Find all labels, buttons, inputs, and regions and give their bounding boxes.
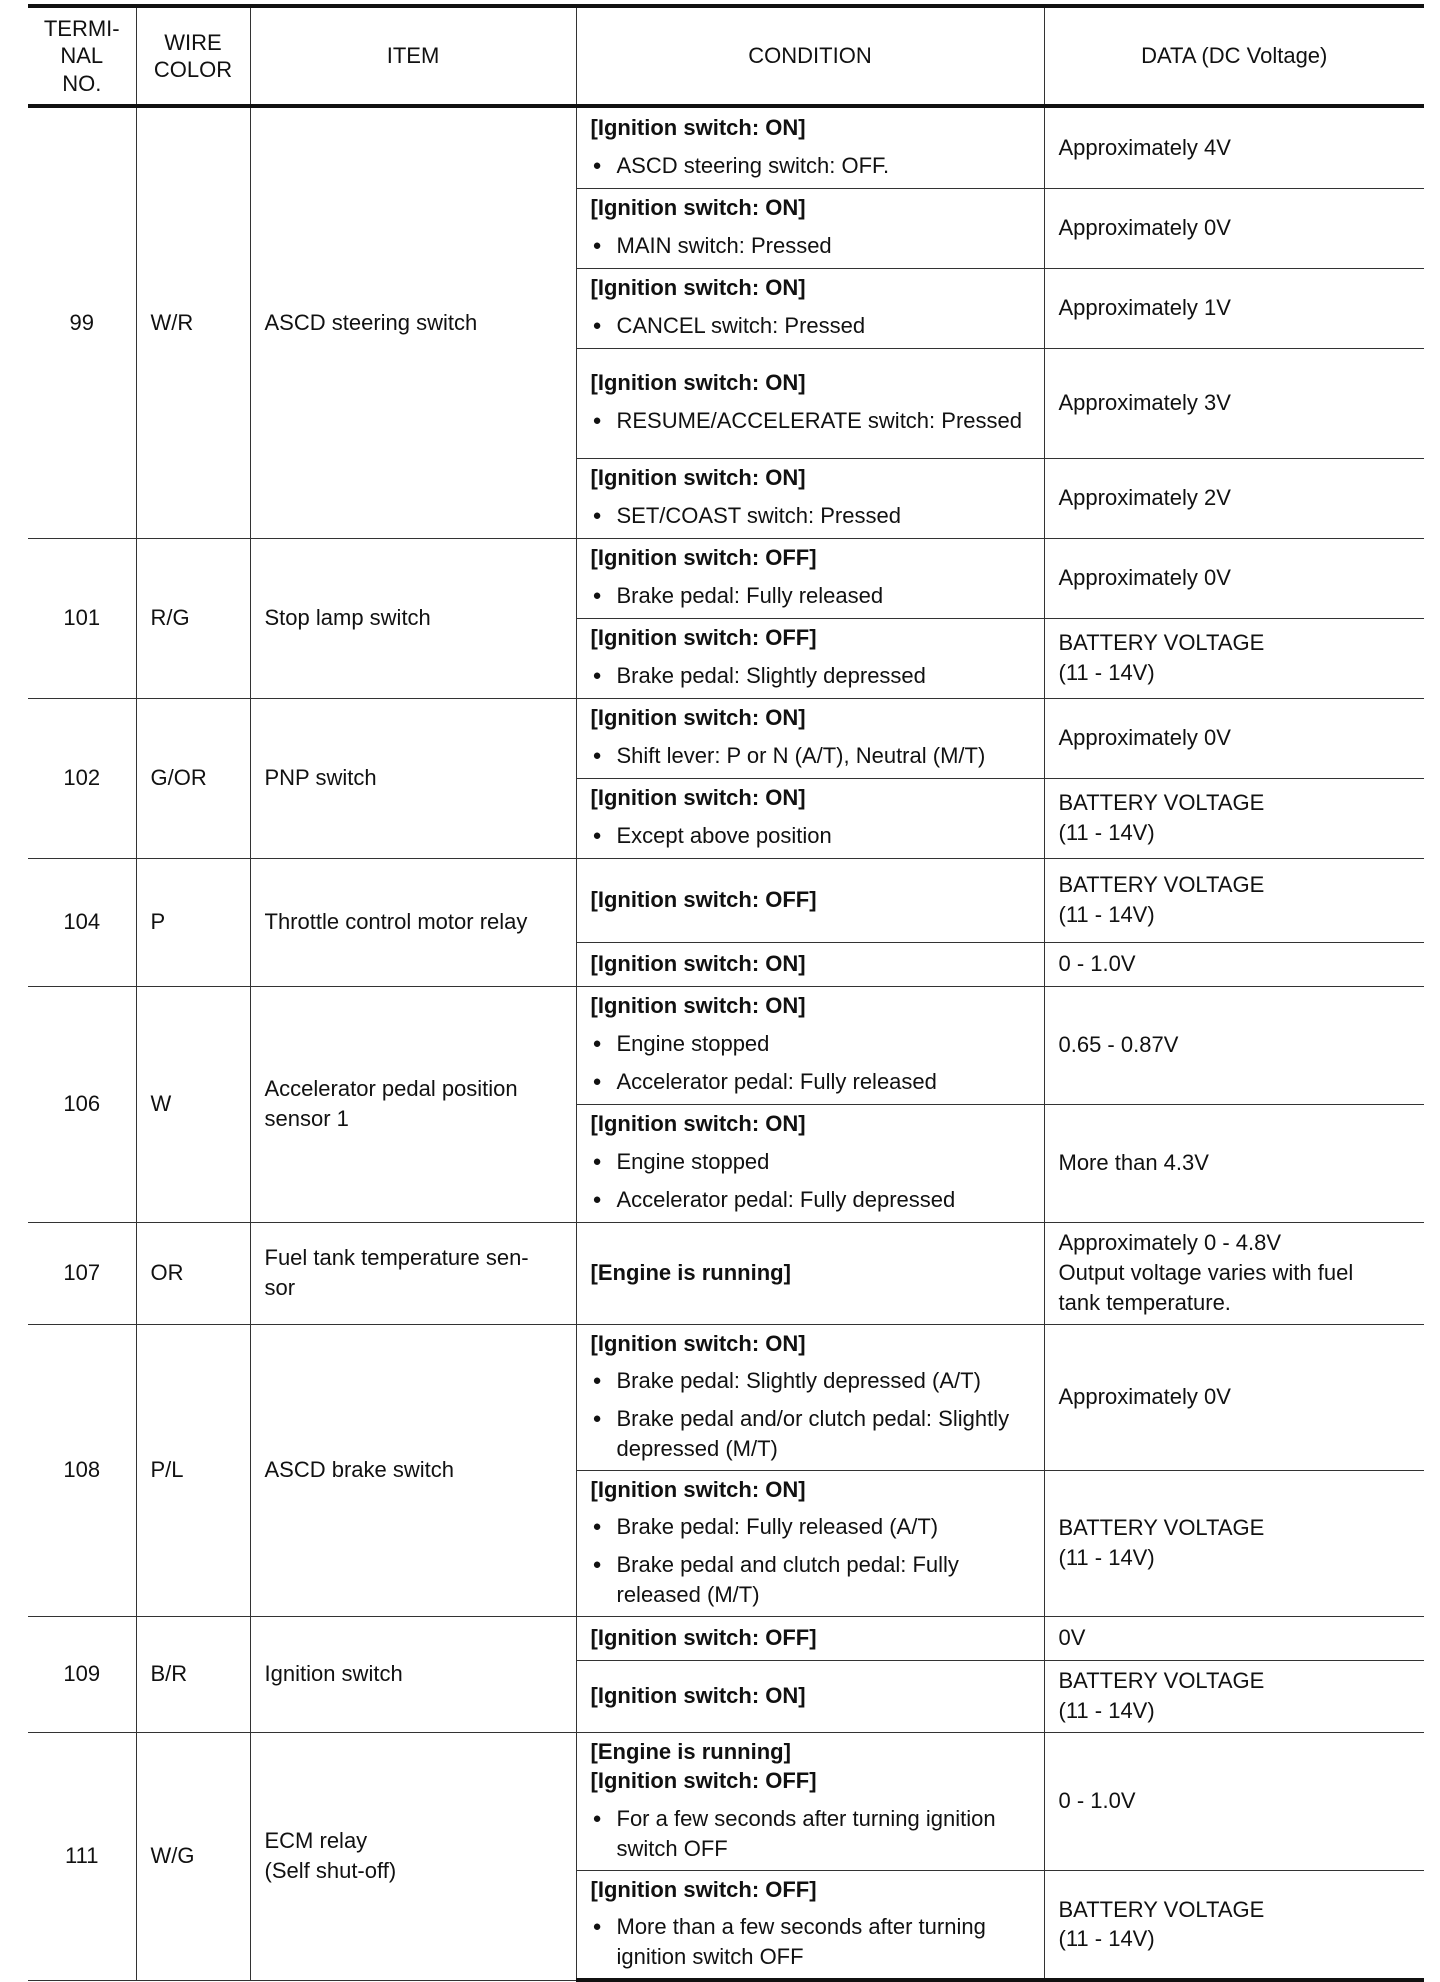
condition-header: [Ignition switch: ON]: [590, 951, 806, 977]
table-row: [28, 1732, 1424, 1870]
condition-list: [591, 1912, 1030, 1971]
table-row: [28, 1616, 1424, 1660]
condition-cell: [576, 986, 1044, 1104]
voltage-data: BATTERY VOLTAGE (11 - 14V): [1044, 1870, 1424, 1980]
wire-color: R/G: [136, 538, 250, 698]
table-row: [28, 858, 1424, 942]
condition-cell: [576, 1470, 1044, 1616]
header-item: ITEM: [250, 6, 576, 106]
condition-list: [591, 661, 1030, 691]
condition-cell: [576, 1660, 1044, 1732]
condition-bullet: ● Brake pedal and/or clutch pedal: Slightly depressed (M/T): [591, 1404, 1030, 1463]
item-name: PNP switch: [250, 698, 576, 858]
condition-bullet: ● Accelerator pedal: Fully released: [591, 1067, 1030, 1097]
table-row: [28, 538, 1424, 618]
item-name: ECM relay (Self shut-off): [250, 1732, 576, 1980]
table-row: [28, 986, 1424, 1104]
condition-bullet: ● RESUME/ACCELERATE switch: Pressed: [591, 406, 1030, 436]
condition-cell: [576, 858, 1044, 942]
voltage-data: BATTERY VOLTAGE (11 - 14V): [1044, 1660, 1424, 1732]
terminal-number: 107: [28, 1222, 136, 1324]
condition-bullet: ● Engine stopped: [591, 1147, 1030, 1177]
condition-cell: [576, 268, 1044, 348]
wire-color: W/R: [136, 106, 250, 538]
condition-cell: [576, 1104, 1044, 1222]
voltage-data: Approximately 0V: [1044, 1324, 1424, 1470]
condition-cell: [576, 1324, 1044, 1470]
condition-header: [Ignition switch: ON]: [590, 370, 806, 396]
condition-bullet: ● Brake pedal: Slightly depressed (A/T): [591, 1366, 1030, 1396]
condition-cell: [576, 188, 1044, 268]
condition-header: [Ignition switch: OFF]: [590, 625, 817, 651]
wire-color: P/L: [136, 1324, 250, 1616]
item-name: ASCD steering switch: [250, 106, 576, 538]
condition-list: [591, 311, 1030, 341]
condition-bullet: ● Engine stopped: [591, 1029, 1030, 1059]
table-row: [28, 1222, 1424, 1324]
condition-bullet: ● Except above position: [591, 821, 1030, 851]
condition-header: [Ignition switch: ON]: [590, 195, 806, 221]
voltage-data: Approximately 4V: [1044, 106, 1424, 188]
condition-header: [Ignition switch: ON]: [590, 115, 806, 141]
wire-color: W/G: [136, 1732, 250, 1980]
terminal-number: 102: [28, 698, 136, 858]
condition-cell: [576, 106, 1044, 188]
condition-cell: [576, 1616, 1044, 1660]
table-row: [28, 698, 1424, 778]
table-body: [28, 106, 1424, 1980]
condition-header: [Ignition switch: ON]: [590, 1330, 806, 1356]
condition-header: [Ignition switch: ON]: [590, 1111, 806, 1137]
condition-header: [Ignition switch: OFF]: [590, 1768, 817, 1794]
terminal-number: 108: [28, 1324, 136, 1616]
voltage-data: Approximately 1V: [1044, 268, 1424, 348]
voltage-data: 0 - 1.0V: [1044, 942, 1424, 986]
wire-color: P: [136, 858, 250, 986]
condition-header: [Ignition switch: ON]: [590, 785, 806, 811]
condition-bullet: ● Brake pedal and clutch pedal: Fully released (M/T): [591, 1550, 1030, 1609]
voltage-data: BATTERY VOLTAGE (11 - 14V): [1044, 778, 1424, 858]
condition-cell: [576, 538, 1044, 618]
condition-list: [591, 1147, 1030, 1214]
condition-bullet: ● More than a few seconds after turning ignition switch OFF: [591, 1912, 1030, 1971]
condition-list: [591, 151, 1030, 181]
table-header-row: [28, 6, 1424, 106]
table-row: [28, 106, 1424, 188]
condition-header: [Ignition switch: ON]: [590, 705, 806, 731]
wire-color: G/OR: [136, 698, 250, 858]
condition-bullet: ● Brake pedal: Slightly depressed: [591, 661, 1030, 691]
terminal-number: 109: [28, 1616, 136, 1732]
item-name: Fuel tank temperature sen- sor: [250, 1222, 576, 1324]
voltage-data: More than 4.3V: [1044, 1104, 1424, 1222]
condition-list: [591, 406, 1030, 436]
terminal-number: 106: [28, 986, 136, 1222]
condition-cell: [576, 618, 1044, 698]
condition-list: [591, 581, 1030, 611]
condition-header: [Ignition switch: OFF]: [590, 1625, 817, 1651]
condition-header: [Ignition switch: ON]: [590, 993, 806, 1019]
wire-color: OR: [136, 1222, 250, 1324]
condition-cell: [576, 458, 1044, 538]
voltage-data: 0.65 - 0.87V: [1044, 986, 1424, 1104]
terminal-number: 104: [28, 858, 136, 986]
condition-bullet: ● CANCEL switch: Pressed: [591, 311, 1030, 341]
voltage-data: BATTERY VOLTAGE (11 - 14V): [1044, 618, 1424, 698]
condition-header: [Ignition switch: ON]: [590, 1683, 806, 1709]
voltage-data: 0 - 1.0V: [1044, 1732, 1424, 1870]
condition-header: [Ignition switch: ON]: [590, 465, 806, 491]
header-terminal-no: TERMI- NAL NO.: [28, 6, 136, 106]
condition-bullet: ● Accelerator pedal: Fully depressed: [591, 1185, 1030, 1215]
condition-header: [Engine is running]: [590, 1738, 791, 1764]
condition-header: [Ignition switch: OFF]: [590, 887, 817, 913]
header-condition: CONDITION: [576, 6, 1044, 106]
condition-cell: [576, 942, 1044, 986]
condition-cell: [576, 1222, 1044, 1324]
table-row: [28, 1324, 1424, 1470]
condition-bullet: ● For a few seconds after turning ignition switch OFF: [591, 1804, 1030, 1863]
voltage-data: BATTERY VOLTAGE (11 - 14V): [1044, 858, 1424, 942]
condition-header: [Engine is running]: [590, 1260, 791, 1286]
wire-color: B/R: [136, 1616, 250, 1732]
condition-cell: [576, 1732, 1044, 1870]
voltage-data: BATTERY VOLTAGE (11 - 14V): [1044, 1470, 1424, 1616]
item-name: Ignition switch: [250, 1616, 576, 1732]
condition-cell: [576, 348, 1044, 458]
condition-list: [591, 1804, 1030, 1863]
condition-bullet: ● Brake pedal: Fully released: [591, 581, 1030, 611]
voltage-data: Approximately 0V: [1044, 698, 1424, 778]
wire-color: W: [136, 986, 250, 1222]
condition-list: [591, 1366, 1030, 1463]
header-data: DATA (DC Voltage): [1044, 6, 1424, 106]
condition-header: [Ignition switch: ON]: [590, 275, 806, 301]
item-name: ASCD brake switch: [250, 1324, 576, 1616]
condition-header: [Ignition switch: ON]: [590, 1476, 806, 1502]
terminal-number: 111: [28, 1732, 136, 1980]
condition-bullet: ● ASCD steering switch: OFF.: [591, 151, 1030, 181]
voltage-data: 0V: [1044, 1616, 1424, 1660]
condition-list: [591, 501, 1030, 531]
condition-bullet: ● Brake pedal: Fully released (A/T): [591, 1512, 1030, 1542]
condition-bullet: ● Shift lever: P or N (A/T), Neutral (M/T): [591, 741, 1030, 771]
item-name: Accelerator pedal position sensor 1: [250, 986, 576, 1222]
terminal-number: 101: [28, 538, 136, 698]
terminal-data-table: [28, 4, 1424, 1982]
voltage-data: Approximately 0V: [1044, 188, 1424, 268]
voltage-data: Approximately 3V: [1044, 348, 1424, 458]
condition-bullet: ● SET/COAST switch: Pressed: [591, 501, 1030, 531]
condition-header: [Ignition switch: OFF]: [590, 1876, 817, 1902]
terminal-number: 99: [28, 106, 136, 538]
condition-list: [591, 231, 1030, 261]
condition-bullet: ● MAIN switch: Pressed: [591, 231, 1030, 261]
condition-list: [591, 741, 1030, 771]
condition-list: [591, 1029, 1030, 1096]
condition-cell: [576, 1870, 1044, 1980]
header-wire-color: WIRE COLOR: [136, 6, 250, 106]
voltage-data: Approximately 0 - 4.8V Output voltage varies with fuel tank temperature.: [1044, 1222, 1424, 1324]
item-name: Throttle control motor relay: [250, 858, 576, 986]
condition-header: [Ignition switch: OFF]: [590, 545, 817, 571]
item-name: Stop lamp switch: [250, 538, 576, 698]
condition-cell: [576, 698, 1044, 778]
condition-list: [591, 1512, 1030, 1609]
voltage-data: Approximately 2V: [1044, 458, 1424, 538]
condition-cell: [576, 778, 1044, 858]
condition-list: [591, 821, 1030, 851]
voltage-data: Approximately 0V: [1044, 538, 1424, 618]
